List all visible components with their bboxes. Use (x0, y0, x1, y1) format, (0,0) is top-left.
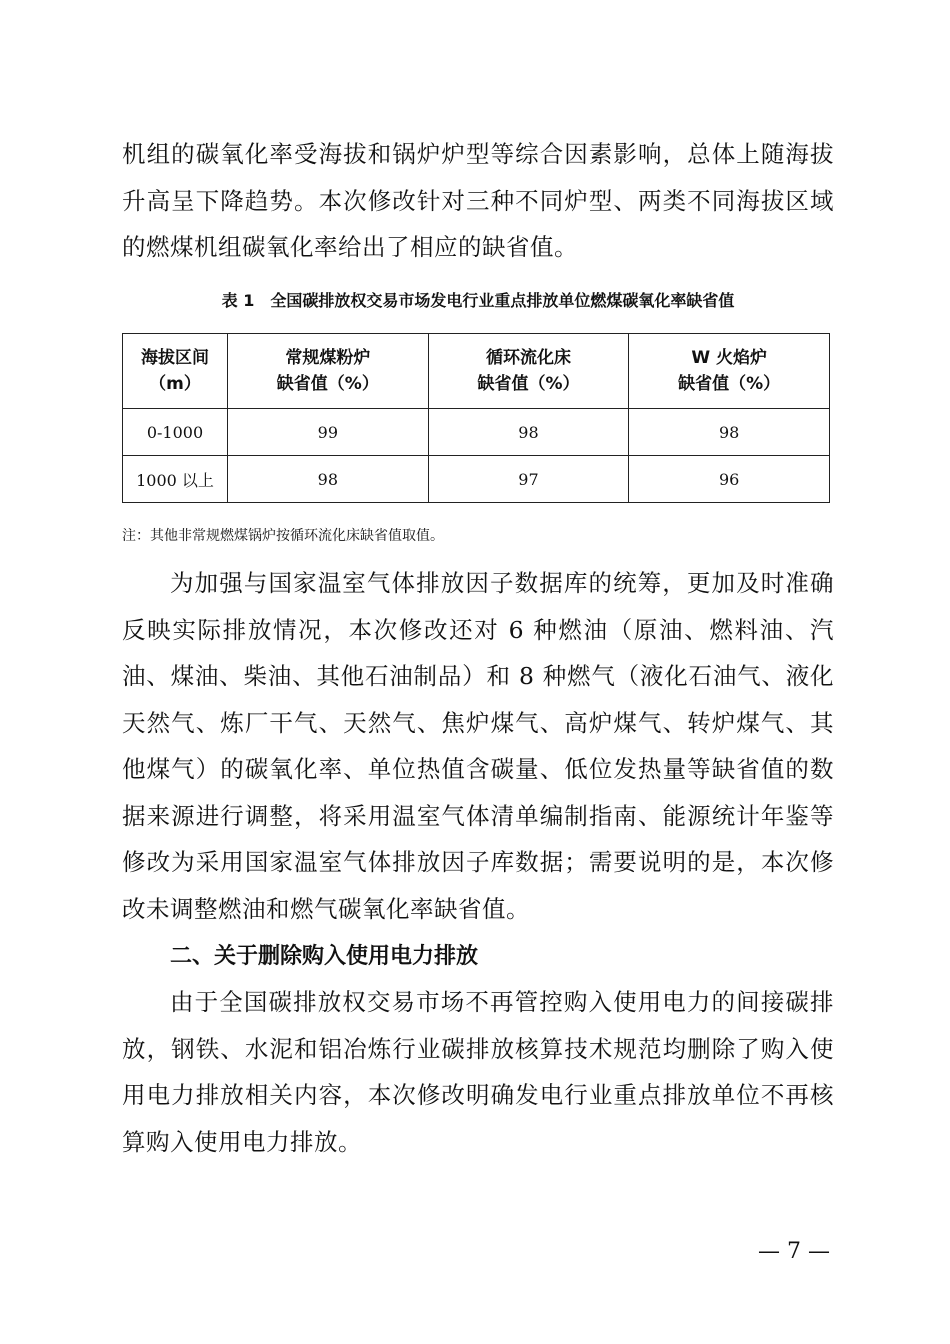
paragraph-electricity: 由于全国碳排放权交易市场不再管控购入使用电力的间接碳排放，钢铁、水泥和铝冶炼行业碳排放核算技术规范均删除了购入使用电力排放相关内容，本次修改明确发电行业重点排放单位不再核算购入使用电力排放。 (122, 988, 834, 1156)
oxidation-rate-table (122, 333, 830, 503)
table-cell: 96 (629, 456, 830, 503)
header-line: 缺省值（%） (276, 374, 379, 394)
header-line: W 火焰炉 (691, 348, 767, 368)
table-cell: 97 (428, 456, 629, 503)
table-cell: 99 (228, 409, 429, 456)
table-header-row (123, 334, 830, 409)
header-altitude (123, 334, 228, 409)
paragraph-carbon-oxidation: 机组的碳氧化率受海拔和锅炉炉型等综合因素影响，总体上随海拔升高呈下降趋势。本次修改针对三种不同炉型、两类不同海拔区域的燃煤机组碳氧化率给出了相应的缺省值。 (122, 140, 834, 261)
table-cell: 0-1000 (123, 409, 228, 456)
table-cell: 1000 以上 (123, 456, 228, 503)
header-w-flame (629, 334, 830, 409)
table-cell: 98 (629, 409, 830, 456)
header-fluidized-bed (428, 334, 629, 409)
header-pulverized-coal (228, 334, 429, 409)
section-heading: 二、关于删除购入使用电力排放 (170, 944, 479, 969)
header-line: （m） (149, 374, 201, 394)
header-line: 常规煤粉炉 (285, 348, 371, 368)
paragraph-data-source: 为加强与国家温室气体排放因子数据库的统筹，更加及时准确反映实际排放情况，本次修改还对 6 种燃油（原油、燃料油、汽油、煤油、柴油、其他石油制品）和 8 种燃气（液化石油气、液化天然气、炼厂干气、天然气、焦炉煤气、高炉煤气、转炉煤气、其他煤气）的碳氧化率、单位热值含碳量、低位发热量等缺省值的数据来源进行调整，将采用温室气体清单编制指南、能源统计年鉴等修改为采用国家温室气体排放因子库数据；需要说明的是，本次修改未调整燃油和燃气碳氧化率缺省值。 (122, 569, 834, 923)
table-cell: 98 (228, 456, 429, 503)
table-note: 注：其他非常规燃煤锅炉按循环流化床缺省值取值。 (122, 528, 444, 544)
table-row (123, 456, 830, 503)
table-row (123, 409, 830, 456)
table-caption: 表 1 全国碳排放权交易市场发电行业重点排放单位燃煤碳氧化率缺省值 (221, 291, 735, 310)
header-line: 海拔区间 (141, 348, 209, 368)
header-line: 缺省值（%） (477, 374, 580, 394)
page-number: — 7 — (758, 1239, 830, 1264)
header-line: 缺省值（%） (678, 374, 781, 394)
header-line: 循环流化床 (485, 348, 571, 368)
table-cell: 98 (428, 409, 629, 456)
